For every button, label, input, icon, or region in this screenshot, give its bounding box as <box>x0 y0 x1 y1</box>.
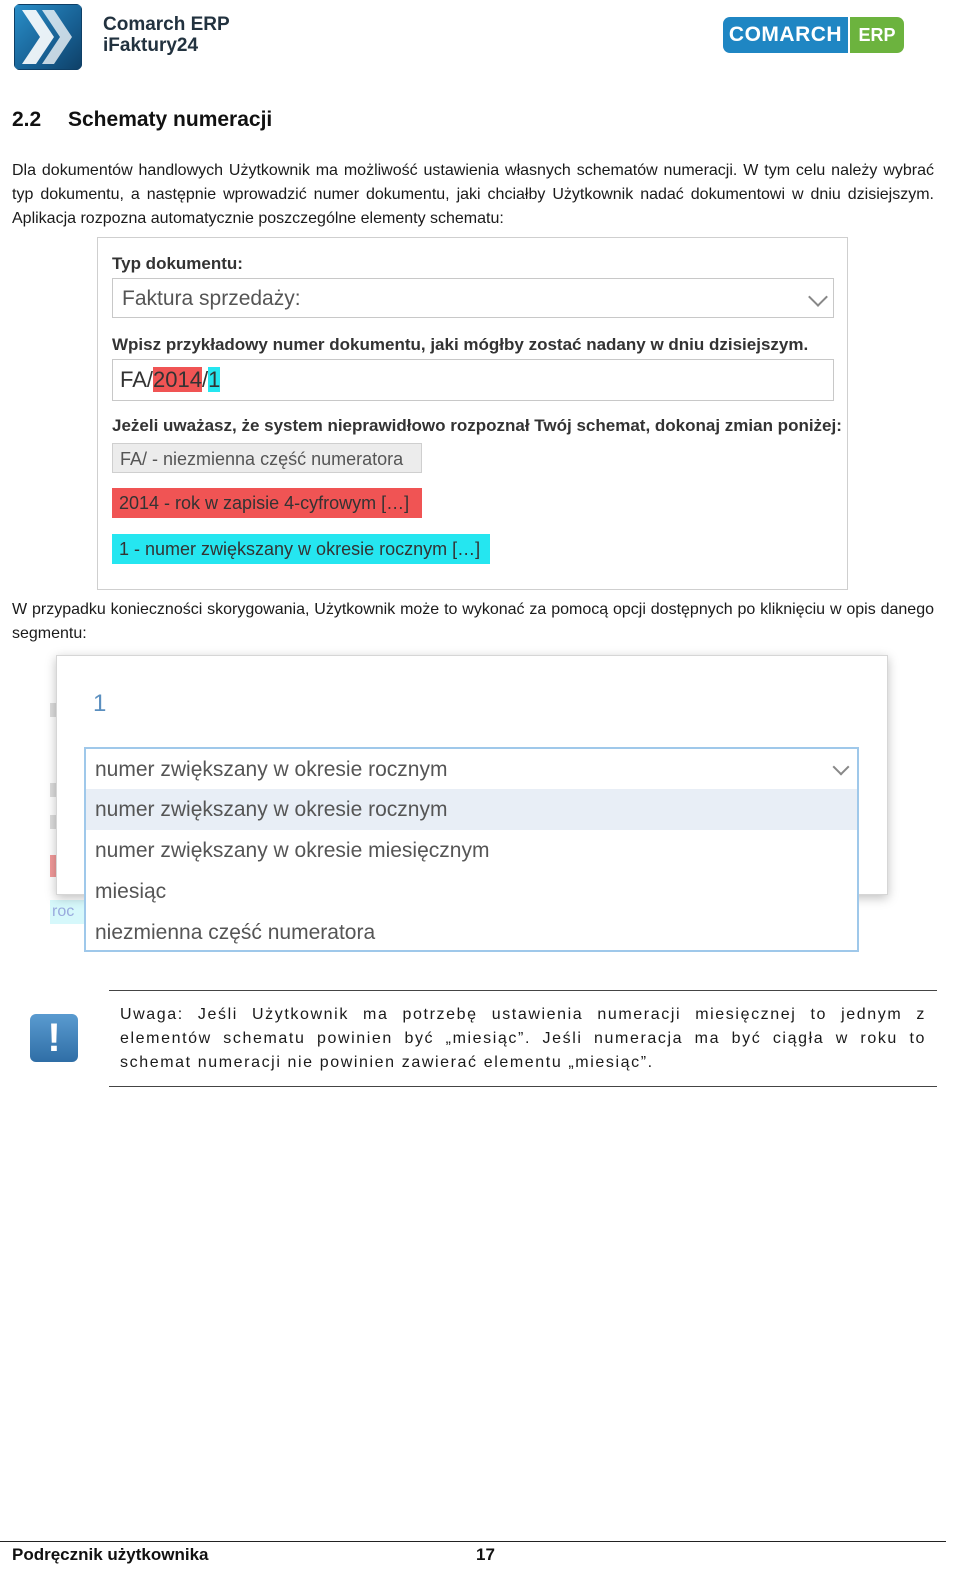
note-top-rule <box>109 990 937 991</box>
segment-chip-number[interactable]: 1 - numer zwiększany w okresie rocznym […] <box>112 534 490 564</box>
dropdown-selected-label: numer zwiększany w okresie rocznym <box>95 758 448 781</box>
second-paragraph: W przypadku konieczności skorygowania, Użytkownik może to wykonać za pomocą opcji dostępnych po kliknięciu w opis danego segmentu: <box>12 601 934 642</box>
dropdown-option[interactable]: miesiąc <box>95 880 167 903</box>
doc-type-label: Typ dokumentu: <box>112 254 243 273</box>
segment-type-dropdown[interactable] <box>84 747 859 952</box>
segment-prefix: FA/ <box>120 367 154 392</box>
segment-options-screenshot <box>50 655 890 952</box>
comarch-erp-logo <box>723 17 904 53</box>
segment-number: 1 <box>208 367 221 392</box>
chevron-down-icon <box>808 287 828 307</box>
example-number-input[interactable] <box>112 359 834 401</box>
dropdown-option[interactable]: numer zwiększany w okresie rocznym <box>86 789 857 830</box>
section-title: Schematy numeracji <box>68 108 273 131</box>
page-number: 17 <box>476 1545 495 1564</box>
doc-type-select[interactable] <box>112 278 834 318</box>
segment-chip-year[interactable]: 2014 - rok w zapisie 4-cyfrowym […] <box>112 488 422 518</box>
ghost-segment-cyan: roc <box>50 900 86 924</box>
note-bottom-rule <box>109 1086 937 1087</box>
footer-rule <box>0 1541 946 1542</box>
dropdown-selected[interactable] <box>86 749 857 790</box>
dropdown-option[interactable]: numer zwiększany w okresie miesięcznym <box>95 839 490 862</box>
example-number-label: Wpisz przykładowy numer dokumentu, jaki mógłby zostać nadany w dniu dzisiejszym. <box>112 335 809 354</box>
section-number: 2.2 <box>12 108 42 131</box>
segment-chip-prefix[interactable]: FA/ - niezmienna część numeratora <box>112 443 422 473</box>
brand-sub: ERP <box>848 17 904 53</box>
exclamation-icon: ! <box>30 1014 78 1062</box>
chevron-down-icon <box>833 759 850 776</box>
intro-paragraph: Dla dokumentów handlowych Użytkownik ma możliwość ustawienia własnych schematów numeracji. W tym celu należy wybrać typ dokumentu, a następnie wprowadzić numer dokumentu, jaki chciałby Użytkownik nadać dokumentowi w dniu dzisiejszym. Aplikacja rozpozna automatycznie poszczególne elementy schematu: <box>12 162 934 227</box>
product-name <box>103 14 230 56</box>
note-text: Uwaga: Jeśli Użytkownik ma potrzebę ustawienia numeracji miesięcznej to jednym z elementów schematu powinien być „miesiąc”. Jeśli numeracja ma być ciągła w roku to schemat numeracji nie powinien zawierać elementu „miesiąc”. <box>120 1006 926 1071</box>
footer-title: Podręcznik użytkownika <box>12 1545 209 1564</box>
product-name-line1: Comarch ERP <box>103 14 230 35</box>
segment-year: 2014 <box>153 367 202 392</box>
correction-label: Jeżeli uważasz, że system nieprawidłowo rozpoznał Twój schemat, dokonaj zmian poniżej: <box>112 416 842 435</box>
doc-type-value: Faktura sprzedaży: <box>122 287 301 310</box>
brand-main: COMARCH <box>723 17 848 53</box>
segment-value: 1 <box>93 690 107 717</box>
segment-separator: / <box>201 367 209 392</box>
numbering-scheme-screenshot <box>97 237 848 590</box>
section-heading <box>12 108 272 132</box>
product-name-line2: iFaktury24 <box>103 35 199 56</box>
ifaktury-logo-icon <box>14 4 82 70</box>
dropdown-option[interactable]: niezmienna część numeratora <box>95 921 376 944</box>
